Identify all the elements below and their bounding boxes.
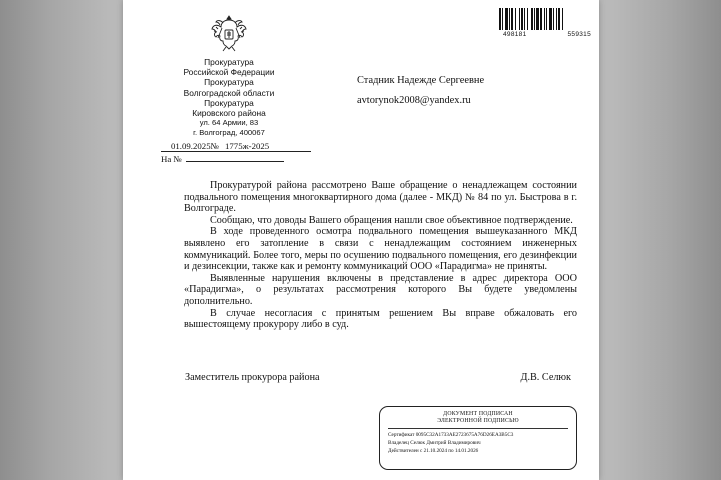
body-paragraph: Выявленные нарушения включены в представление в адрес директора ООО «Парадигма», о результатах рассмотрения которого Вы будете уведомлены дополнительно. — [184, 272, 577, 307]
stamp-subtitle: ЭЛЕКТРОННОЙ ПОДПИСЬЮ — [437, 418, 519, 424]
registration-line — [161, 141, 311, 152]
body-paragraph: В случае несогласия с принятым решением Вы вправе обжаловать его вышестоящему прокурору либо в суд. — [184, 307, 577, 331]
authority-line: Прокуратура — [204, 77, 254, 88]
stamp-divider — [388, 428, 568, 429]
authority-block — [151, 57, 307, 139]
barcode-number-left: 498181 — [503, 31, 527, 38]
signature-row — [185, 372, 571, 383]
stamp-title: ДОКУМЕНТ ПОДПИСАН — [443, 411, 513, 417]
barcode-number — [503, 31, 591, 38]
coat-of-arms-emblem — [211, 14, 247, 54]
authority-line: Прокуратура — [204, 97, 254, 108]
reference-line — [161, 154, 284, 164]
reference-blank — [186, 154, 284, 162]
stamp-owner: Владелец Селюк Дмитрий Владимирович — [388, 440, 481, 446]
authority-address-city: г. Волгоград, 400067 — [193, 128, 265, 138]
authority-line: Кировского района — [192, 108, 266, 119]
signer-position: Заместитель прокурора района — [185, 372, 320, 383]
body-paragraph: В ходе проведенного осмотра подвального помещения вышеуказанного МКД выявлено его затопление в связи с ненадлежащим состоянием инженерных коммуникаций. Более того, меры по осушению подвального помещения, его дезинфекции и дезинсекции, также как и ремонту коммуникаций ООО «Парадигма» не приняты. — [184, 226, 577, 273]
electronic-signature-stamp — [379, 406, 577, 470]
registration-date: 01.09.2025 — [171, 141, 211, 151]
stamp-certificate: Сертификат 0095C32A1733AE2723675A76D26EA3B5C3 — [388, 432, 514, 438]
recipient-email: avtorynok2008@yandex.ru — [357, 95, 471, 106]
signer-name: Д.В. Селюк — [520, 372, 571, 383]
authority-line: Российской Федерации — [183, 67, 275, 78]
letter-page — [123, 0, 599, 480]
body-paragraph: Прокуратурой района рассмотрено Ваше обращение о ненадлежащем состоянии подвального помещения многоквартирного дома (далее - МКД) № 84 по ул. Быстрова в г. Волгограде. — [184, 180, 577, 215]
barcode — [499, 8, 591, 30]
recipient-block — [357, 71, 484, 111]
barcode-number-right: 559315 — [567, 31, 591, 38]
letter-body — [184, 180, 577, 331]
authority-address-street: ул. 64 Армии, 83 — [199, 118, 259, 128]
reference-label: На № — [161, 154, 182, 164]
authority-line: Волгоградской области — [183, 87, 275, 98]
recipient-name: Стадник Надежде Сергеевне — [357, 75, 485, 86]
registration-number: 1775ж-2025 — [225, 141, 270, 151]
authority-line: Прокуратура — [204, 57, 254, 67]
body-paragraph: Сообщаю, что доводы Вашего обращения нашли свое объективное подтверждение. — [210, 214, 573, 226]
stamp-validity: Действителен с 21.10.2024 по 14.01.2026 — [388, 448, 479, 454]
registration-number-label: № — [210, 141, 219, 151]
